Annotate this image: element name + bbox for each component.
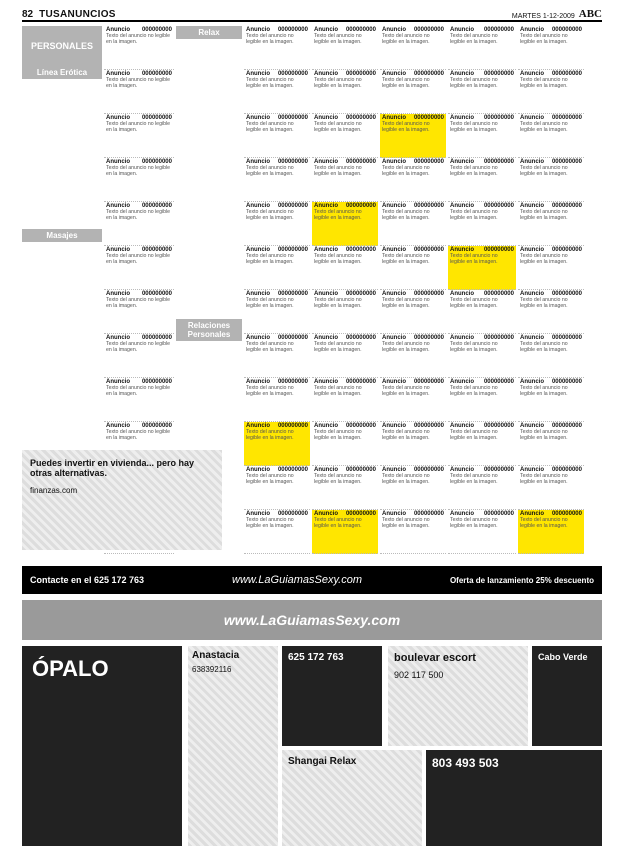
ad-phone: 000000000 [345,71,376,77]
ad-phone: 000000000 [277,115,308,121]
ad-phone: 000000000 [483,379,514,385]
ad-phone: 000000000 [277,467,308,473]
linea-erotica-heading: Línea Erótica [22,66,102,79]
ad-title: Anuncio [520,203,544,209]
classified-ad [518,26,584,70]
classified-ad [312,26,378,70]
ad-title: Anuncio [520,71,544,77]
classified-ad [448,70,516,114]
ad-phone: 000000000 [277,335,308,341]
classified-ad [518,422,584,466]
classified-ad [518,114,584,158]
classified-ad [244,114,310,158]
classified-ad [518,466,584,510]
ad-title: Anuncio [450,379,474,385]
ad-body: Texto del anuncio no legible en la imagen. [520,121,568,133]
ad-phone: 000000000 [277,247,308,253]
ad-body: Texto del anuncio no legible en la imagen. [106,341,171,353]
ad-body: Texto del anuncio no legible en la imagen. [520,33,568,45]
classified-ad [380,334,446,378]
classified-ad [312,158,378,202]
ad-title: Anuncio [382,27,406,33]
ad-title: Anuncio [450,423,474,429]
ad-body: Texto del anuncio no legible en la imagen. [246,33,294,45]
ad-title: Anuncio [520,379,544,385]
ad-body: Texto del anuncio no legible en la imagen. [314,165,362,177]
ad-title: Anuncio [106,71,130,77]
ad-title: Anuncio [246,467,270,473]
ad-phone: 000000000 [551,423,582,429]
ad-phone: 000000000 [551,27,582,33]
ad-phone: 000000000 [277,159,308,165]
ad-body: Texto del anuncio no legible en la imagen. [246,253,294,265]
ad-title: Anuncio [450,247,474,253]
ad-body: Texto del anuncio no legible en la imagen. [382,297,430,309]
classified-ad [244,466,310,510]
ad-phone: 000000000 [413,335,444,341]
classified-ad [244,26,310,70]
ad-title: Anuncio [314,247,338,253]
ad-body: Texto del anuncio no legible en la imagen. [520,77,568,89]
abc-logo: ABC [578,8,602,20]
ad-phone: 000000000 [141,335,172,341]
ad-title: Anuncio [106,335,130,341]
classified-ad [312,466,378,510]
ad-body: Texto del anuncio no legible en la imagen. [382,517,430,529]
ad-phone: 000000000 [551,335,582,341]
classified-ad [448,202,516,246]
ad-body: Texto del anuncio no legible en la imagen. [246,341,294,353]
ad-phone: 000000000 [141,423,172,429]
classified-ad [380,290,446,334]
ad-body: Texto del anuncio no legible en la imagen. [246,385,294,397]
ad-title: Anuncio [382,203,406,209]
classified-ad [518,158,584,202]
ad-phone: 000000000 [413,247,444,253]
ad-body: Texto del anuncio no legible en la imagen. [382,121,430,133]
ad-body: Texto del anuncio no legible en la imagen. [382,429,430,441]
classified-ad [518,70,584,114]
classified-ad [448,114,516,158]
ad-title: Anuncio [246,27,270,33]
ad-body: Texto del anuncio no legible en la imagen. [314,77,362,89]
ad-phone: 000000000 [345,27,376,33]
ad-body: Texto del anuncio no legible en la imagen. [106,77,171,89]
ad-body: Texto del anuncio no legible en la imagen. [314,33,362,45]
ad-phone: 000000000 [345,379,376,385]
ad-title: Anuncio [382,467,406,473]
classified-ad [104,378,174,422]
ad-body: Texto del anuncio no legible en la imagen. [246,209,294,221]
ad-title: Anuncio [520,159,544,165]
ad-phone: 000000000 [141,27,172,33]
ad-phone: 000000000 [141,247,172,253]
classified-ad [104,70,174,114]
page-header [22,8,602,22]
ad-title: Anuncio [382,511,406,517]
ad-body: Texto del anuncio no legible en la imagen. [520,429,568,441]
ad-title: Anuncio [314,159,338,165]
ad-phone: 000000000 [483,467,514,473]
ad-title: Anuncio [246,335,270,341]
classified-ad [104,114,174,158]
ad-title: Anuncio [450,27,474,33]
boulevard-ad: boulevar escort 902 117 500 [388,646,528,746]
classified-ad [380,202,446,246]
ad-body: Texto del anuncio no legible en la imagen. [520,517,568,529]
ad-body: Texto del anuncio no legible en la imagen. [246,473,294,485]
classified-ad [448,158,516,202]
relax-heading: Relax [176,26,242,39]
ad-body: Texto del anuncio no legible en la imagen. [106,209,171,221]
classified-ad [312,378,378,422]
classified-ad [104,246,174,290]
ad-title: Anuncio [106,291,130,297]
ad-title: Anuncio [450,159,474,165]
classified-ad [518,290,584,334]
site-banner: www.LaGuiamasSexy.com [22,600,602,640]
ad-phone: 000000000 [277,291,308,297]
ad-phone: 000000000 [551,247,582,253]
ad-title: Anuncio [450,115,474,121]
linea-ad: 803 493 503 [426,750,602,846]
ad-body: Texto del anuncio no legible en la imagen. [106,121,171,133]
ad-body: Texto del anuncio no legible en la imagen. [450,77,498,89]
ad-phone: 000000000 [483,203,514,209]
ad-title: Anuncio [450,511,474,517]
page-number: 82 [22,9,34,20]
classified-ad [448,378,516,422]
ad-title: Anuncio [246,423,270,429]
classified-ad [312,334,378,378]
ad-title: Anuncio [520,115,544,121]
ad-title: Anuncio [520,291,544,297]
ad-phone: 000000000 [345,423,376,429]
classified-ad [312,202,378,246]
ad-body: Texto del anuncio no legible en la imagen. [106,429,171,441]
ad-phone: 000000000 [551,379,582,385]
ad-phone: 000000000 [277,71,308,77]
classified-ad [312,510,378,554]
classified-ad [244,334,310,378]
ad-phone: 000000000 [277,423,308,429]
ad-title: Anuncio [246,247,270,253]
issue-date: MARTES 1-12-2009 [511,13,575,20]
ad-title: Anuncio [314,379,338,385]
ad-phone: 000000000 [551,467,582,473]
ad-title: Anuncio [106,379,130,385]
ad-title: Anuncio [382,291,406,297]
ad-title: Anuncio [382,247,406,253]
ad-title: Anuncio [314,423,338,429]
opalo-ad: ÓPALO [22,646,182,846]
ad-phone: 000000000 [551,115,582,121]
ad-body: Texto del anuncio no legible en la imagen. [382,473,430,485]
ad-title: Anuncio [106,27,130,33]
section-title: TUSANUNCIOS [39,9,116,20]
finanzas-banner: Puedes invertir en vivienda... pero hay otras alternativas. finanzas.com [22,450,222,550]
ad-body: Texto del anuncio no legible en la imagen. [520,209,568,221]
ad-phone: 000000000 [277,511,308,517]
ad-title: Anuncio [382,335,406,341]
ad-phone: 000000000 [345,511,376,517]
classified-ad [244,158,310,202]
ad-phone: 000000000 [483,423,514,429]
classified-ad [380,158,446,202]
classified-ad [244,202,310,246]
classified-ad [244,378,310,422]
shangai-ad: Shangai Relax [282,750,422,846]
ad-body: Texto del anuncio no legible en la imagen. [246,429,294,441]
ad-phone: 000000000 [413,71,444,77]
ad-body: Texto del anuncio no legible en la imagen. [450,341,498,353]
ad-title: Anuncio [106,423,130,429]
ad-body: Texto del anuncio no legible en la imagen. [450,165,498,177]
ad-title: Anuncio [520,247,544,253]
relaciones-heading: Relaciones Personales [176,319,242,341]
ad-phone: 000000000 [483,115,514,121]
ad-phone: 000000000 [141,159,172,165]
ad-title: Anuncio [382,71,406,77]
ad-title: Anuncio [382,115,406,121]
ad-phone: 000000000 [277,27,308,33]
ad-body: Texto del anuncio no legible en la imagen. [314,517,362,529]
ad-phone: 000000000 [551,203,582,209]
ad-body: Texto del anuncio no legible en la imagen. [520,341,568,353]
classified-ad [380,378,446,422]
classified-ad [244,290,310,334]
ad-phone: 000000000 [483,291,514,297]
ad-body: Texto del anuncio no legible en la imagen. [246,121,294,133]
classified-ad [244,70,310,114]
ad-body: Texto del anuncio no legible en la imagen. [106,253,171,265]
classified-ad [312,290,378,334]
ad-phone: 000000000 [141,291,172,297]
ad-title: Anuncio [382,159,406,165]
ad-title: Anuncio [106,159,130,165]
ad-title: Anuncio [520,423,544,429]
classified-ad [104,290,174,334]
ad-phone: 000000000 [141,115,172,121]
ad-body: Texto del anuncio no legible en la imagen. [450,253,498,265]
ad-phone: 000000000 [345,159,376,165]
ad-title: Anuncio [314,203,338,209]
ad-body: Texto del anuncio no legible en la imagen. [382,77,430,89]
classified-ad [380,422,446,466]
ad-phone: 000000000 [413,203,444,209]
ad-body: Texto del anuncio no legible en la imagen. [246,165,294,177]
classified-ad [448,246,516,290]
ad-phone: 000000000 [345,467,376,473]
ad-phone: 000000000 [277,379,308,385]
ad-title: Anuncio [450,467,474,473]
ad-phone: 000000000 [413,159,444,165]
ad-phone: 000000000 [551,511,582,517]
ad-title: Anuncio [314,467,338,473]
masajes-heading: Masajes [22,229,102,242]
ad-phone: 000000000 [413,291,444,297]
ad-body: Texto del anuncio no legible en la imagen. [450,429,498,441]
classified-ad [518,510,584,554]
classified-ad [312,114,378,158]
ad-title: Anuncio [246,203,270,209]
ad-phone: 000000000 [483,511,514,517]
ad-title: Anuncio [106,203,130,209]
classified-ad [380,510,446,554]
ad-phone: 000000000 [277,203,308,209]
ad-body: Texto del anuncio no legible en la imagen. [382,341,430,353]
classified-ad [448,422,516,466]
ad-title: Anuncio [314,291,338,297]
ad-phone: 000000000 [551,71,582,77]
ad-body: Texto del anuncio no legible en la imagen. [450,33,498,45]
ad-title: Anuncio [314,511,338,517]
contact-banner: Contacte en el 625 172 763 www.LaGuiamasSexy.com Oferta de lanzamiento 25% descuento [22,566,602,594]
ad-phone: 000000000 [345,115,376,121]
ad-body: Texto del anuncio no legible en la imagen. [450,209,498,221]
ad-body: Texto del anuncio no legible en la imagen. [520,385,568,397]
classified-ad [104,202,174,246]
classified-ad [380,246,446,290]
ad-phone: 000000000 [345,291,376,297]
ad-body: Texto del anuncio no legible en la imagen. [450,385,498,397]
ad-title: Anuncio [382,423,406,429]
ad-body: Texto del anuncio no legible en la imagen. [314,253,362,265]
ad-phone: 000000000 [483,159,514,165]
classified-ad [312,422,378,466]
ad-body: Texto del anuncio no legible en la imagen. [106,165,171,177]
ad-phone: 000000000 [141,203,172,209]
classified-ad [380,466,446,510]
classified-ad [380,70,446,114]
classified-ad [244,422,310,466]
ad-body: Texto del anuncio no legible en la imagen. [450,297,498,309]
ad-phone: 000000000 [413,115,444,121]
ad-body: Texto del anuncio no legible en la imagen. [314,297,362,309]
ad-title: Anuncio [520,335,544,341]
ad-phone: 000000000 [551,159,582,165]
ad-phone: 000000000 [141,71,172,77]
ad-body: Texto del anuncio no legible en la imagen. [450,473,498,485]
ad-title: Anuncio [314,27,338,33]
ad-body: Texto del anuncio no legible en la imagen. [382,165,430,177]
ad-body: Texto del anuncio no legible en la imagen. [382,385,430,397]
ad-body: Texto del anuncio no legible en la imagen. [106,297,171,309]
ad-title: Anuncio [246,71,270,77]
classified-ad [312,70,378,114]
ad-body: Texto del anuncio no legible en la imagen. [106,385,171,397]
ad-title: Anuncio [314,115,338,121]
classified-ad [518,378,584,422]
ad-body: Texto del anuncio no legible en la imagen. [520,297,568,309]
ad-body: Texto del anuncio no legible en la imagen. [314,121,362,133]
ad-title: Anuncio [520,511,544,517]
ad-body: Texto del anuncio no legible en la imagen. [246,517,294,529]
ad-phone: 000000000 [413,423,444,429]
ad-body: Texto del anuncio no legible en la imagen. [314,385,362,397]
ad-title: Anuncio [450,71,474,77]
ad-phone: 000000000 [141,379,172,385]
ad-title: Anuncio [450,335,474,341]
classified-ad [380,26,446,70]
ad-body: Texto del anuncio no legible en la imagen. [450,121,498,133]
ad-body: Texto del anuncio no legible en la imagen. [314,473,362,485]
ad-body: Texto del anuncio no legible en la imagen. [382,253,430,265]
ad-title: Anuncio [314,71,338,77]
ad-body: Texto del anuncio no legible en la imagen. [520,253,568,265]
ad-title: Anuncio [106,247,130,253]
ad-body: Texto del anuncio no legible en la imagen. [314,429,362,441]
ad-body: Texto del anuncio no legible en la imagen. [382,33,430,45]
ad-title: Anuncio [520,467,544,473]
ad-body: Texto del anuncio no legible en la imagen. [314,341,362,353]
ad-phone: 000000000 [483,335,514,341]
ad-phone: 000000000 [345,247,376,253]
cabo-verde-ad: Cabo Verde [532,646,602,746]
ad-body: Texto del anuncio no legible en la imagen. [520,473,568,485]
ad-body: Texto del anuncio no legible en la imagen. [246,297,294,309]
ad-phone: 000000000 [483,71,514,77]
classified-ad [448,510,516,554]
ad-title: Anuncio [246,511,270,517]
ad-body: Texto del anuncio no legible en la imagen. [382,209,430,221]
ad-title: Anuncio [382,379,406,385]
ad-phone: 000000000 [483,247,514,253]
ad-phone: 000000000 [413,467,444,473]
phone-ad: 625 172 763 [282,646,382,746]
classified-ad [448,26,516,70]
classified-ad [104,334,174,378]
classified-ad [312,246,378,290]
ad-phone: 000000000 [413,511,444,517]
ad-title: Anuncio [246,379,270,385]
classified-ad [518,334,584,378]
ad-phone: 000000000 [413,379,444,385]
classified-ad [104,158,174,202]
personales-heading: PERSONALES [22,26,102,66]
ad-phone: 000000000 [345,335,376,341]
ad-body: Texto del anuncio no legible en la imagen. [520,165,568,177]
classified-ad [448,466,516,510]
ad-phone: 000000000 [483,27,514,33]
anastacia-ad: Anastacia 638392116 [188,646,278,846]
classified-ad [518,246,584,290]
ad-title: Anuncio [314,335,338,341]
classified-ad [448,290,516,334]
ad-title: Anuncio [450,203,474,209]
ad-title: Anuncio [246,115,270,121]
ad-phone: 000000000 [551,291,582,297]
ad-body: Texto del anuncio no legible en la imagen. [450,517,498,529]
classified-ad [380,114,446,158]
classified-ad [244,510,310,554]
classified-ad [448,334,516,378]
ad-body: Texto del anuncio no legible en la imagen. [246,77,294,89]
classified-ad [244,246,310,290]
ad-body: Texto del anuncio no legible en la imagen. [106,33,171,45]
ad-phone: 000000000 [413,27,444,33]
ad-phone: 000000000 [345,203,376,209]
ad-title: Anuncio [246,159,270,165]
classified-ad [104,26,174,70]
ad-title: Anuncio [450,291,474,297]
ad-body: Texto del anuncio no legible en la imagen. [314,209,362,221]
ad-title: Anuncio [246,291,270,297]
ad-title: Anuncio [106,115,130,121]
classified-ad [518,202,584,246]
ad-title: Anuncio [520,27,544,33]
